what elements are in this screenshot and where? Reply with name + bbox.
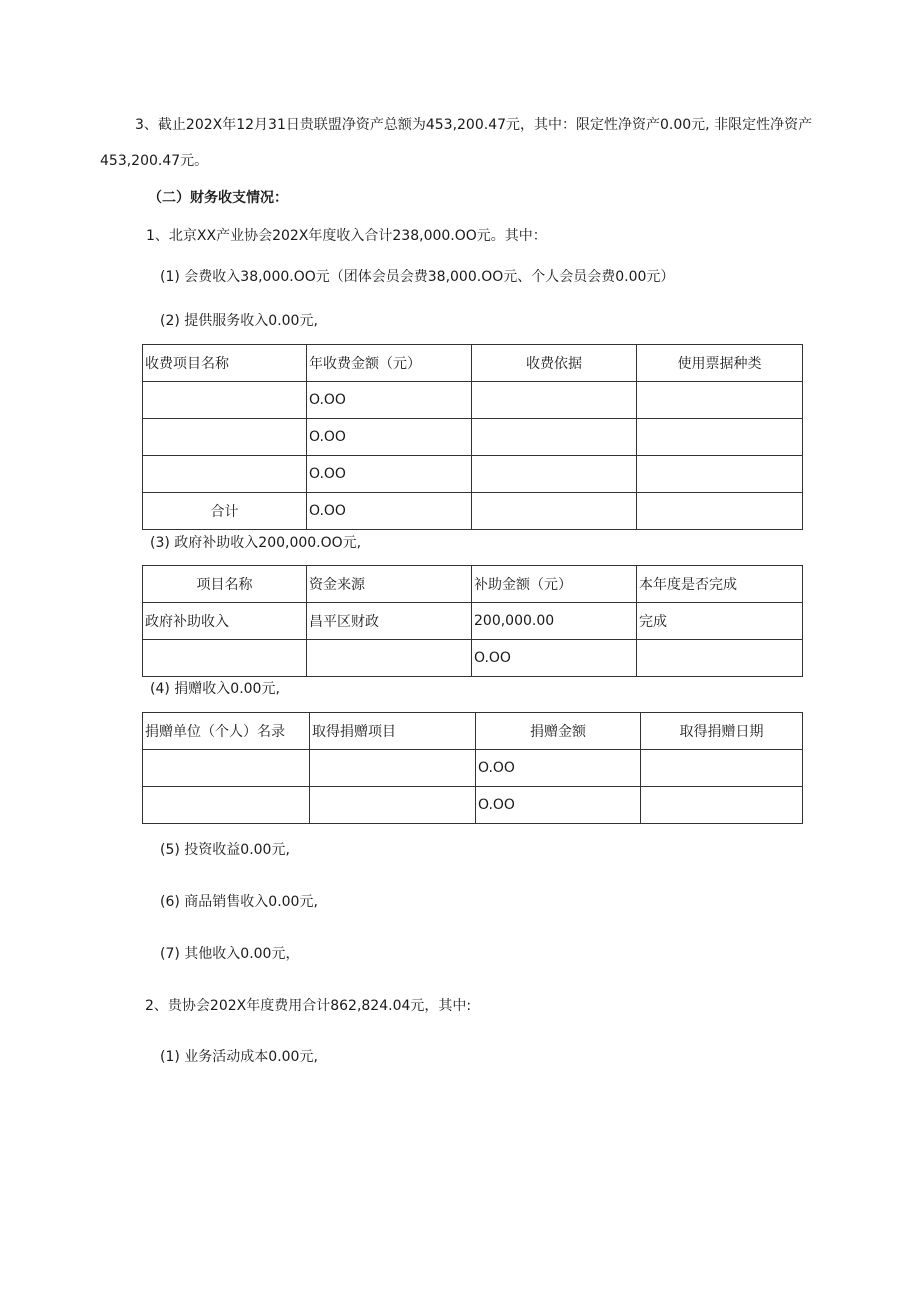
table-cell [143,419,307,456]
table-row [143,493,803,530]
table-header-row [143,345,803,382]
table-cell: O.OO [307,456,472,493]
table-cell [641,787,803,824]
service-fee-table [142,344,803,530]
expense-item-business-cost: (1) 业务活动成本0.00元, [160,1049,318,1065]
table-header-cell: 年收费金额（元） [307,345,472,382]
table-header-cell: 补助金额（元） [472,566,637,603]
table-cell [637,419,803,456]
table-cell [637,640,803,677]
table-header-cell: 收费项目名称 [143,345,307,382]
paragraph-net-assets-line1: 3、截止202X年12月31日贵联盟净资产总额为453,200.47元，其中：限定性净资产0.00元, 非限定性净资产 [135,117,813,133]
table-cell [637,493,803,530]
table-cell: 政府补助收入 [143,603,307,640]
table-cell [143,787,310,824]
table-row [143,382,803,419]
expense-total-line: 2、贵协会202X年度费用合计862,824.04元，其中: [145,998,472,1014]
section-heading: （二）财务收支情况： [148,190,288,206]
income-item-sales: (6) 商品销售收入0.00元, [160,894,318,910]
subsidy-table [142,565,803,677]
table-cell: O.OO [307,419,472,456]
income-item-investment: (5) 投资收益0.00元, [160,842,290,858]
table-cell: O.OO [476,787,641,824]
table-header-row [143,713,803,750]
table-header-cell: 使用票据种类 [637,345,803,382]
table-header-cell: 取得捐赠日期 [641,713,803,750]
table-row [143,787,803,824]
table-cell [307,640,472,677]
table-row [143,640,803,677]
table-cell [143,750,310,787]
table-header-cell: 取得捐赠项目 [310,713,476,750]
table-header-cell: 本年度是否完成 [637,566,803,603]
table-header-cell: 收费依据 [472,345,637,382]
table-cell [641,750,803,787]
table-cell [472,382,637,419]
income-item-subsidy: (3) 政府补助收入200,000.OO元, [150,535,362,551]
table-cell [310,787,476,824]
table-cell [472,456,637,493]
table-cell: O.OO [476,750,641,787]
table-header-cell: 项目名称 [143,566,307,603]
table-row [143,419,803,456]
donation-table [142,712,803,824]
income-item-other: (7) 其他收入0.00元， [160,946,300,962]
income-item-donation: (4) 捐赠收入0.00元, [150,681,280,697]
table-row [143,456,803,493]
paragraph-net-assets-line2: 453,200.47元。 [100,153,209,169]
table-header-cell: 捐赠单位（个人）名录 [143,713,310,750]
income-total-line: 1、北京XX产业协会202X年度收入合计238,000.OO元。其中： [146,228,547,244]
table-cell [143,640,307,677]
table-cell: O.OO [307,382,472,419]
table-cell: 昌平区财政 [307,603,472,640]
income-item-membership: (1) 会费收入38,000.OO元（团体会员会费38,000.OO元、个人会员会费0.00元） [160,269,675,285]
table-cell [637,382,803,419]
table-cell [472,493,637,530]
table-header-row [143,566,803,603]
table-cell: O.OO [472,640,637,677]
table-cell: 完成 [637,603,803,640]
table-row [143,750,803,787]
table-cell: O.OO [307,493,472,530]
income-item-services: (2) 提供服务收入0.00元, [160,313,318,329]
table-cell [637,456,803,493]
table-cell [472,419,637,456]
table-header-cell: 资金来源 [307,566,472,603]
table-cell [310,750,476,787]
table-cell: 200,000.00 [472,603,637,640]
table-cell: 合计 [143,493,307,530]
table-cell [143,456,307,493]
table-row [143,603,803,640]
table-cell [143,382,307,419]
table-header-cell: 捐赠金额 [476,713,641,750]
